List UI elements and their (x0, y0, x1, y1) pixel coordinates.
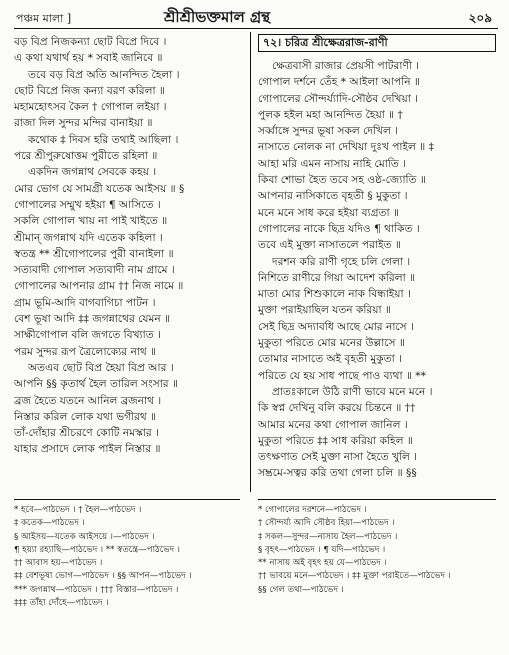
verse-line: সেই ছিদ্র অদ্যাবধি আছে মোর নাসে । (258, 320, 414, 333)
verse-line: মনে মনে সাধ করে হইয়া ব্যগ্রতা ॥ (258, 206, 399, 219)
verse-line: মাতা মোর শিশুকালে নাক বিন্ধাইয়া । (258, 288, 411, 301)
verse-line: ক্ষেত্রবাসী রাজার প্রেয়সী পাটরাণী । (272, 60, 420, 72)
verse-line: পুলক হইল মহা আনন্দিত হৈয়া ॥ † (258, 108, 403, 121)
footnote-line: ¶ হয়্যা রহ্যাছি—পাঠভেদ । ** স্বতন্ত্রে—পাঠভেদ । (14, 544, 180, 555)
footnotes-right (258, 504, 496, 597)
verse-line: যাহার প্রসাদে লোক পাইল নিস্তার ॥ (14, 443, 161, 456)
verse-line: কি স্বপ্ন দেখিনু বলি করয়ে চিন্তনে ॥ †† (258, 402, 416, 415)
footnote-line: * গোপালের দরশনে—পাঠভেদ । (258, 505, 367, 515)
verse-line: তবে এই মুক্তা নাসাতলে পরাইত ॥ (258, 239, 401, 252)
verse-line: রাজা দিল সুন্দর মন্দির বানাইয়া ॥ (14, 117, 153, 130)
verse-line: সাক্ষীগোপাল বলি জগতে বিখ্যাত । (14, 329, 161, 342)
footnote-line: † সৌন্দর্য্য আদি সৌষ্ঠব হিয়া—পাঠভেদ । (258, 518, 395, 529)
footnotes-left (14, 504, 244, 610)
footnote-rule-right (258, 499, 496, 500)
footnote-line: ‡‡‡ তাঁহা দোঁহে—পাঠভেদ । (14, 598, 109, 609)
verse-line: পরিতে যে হয় সাধ পাছে পাও ব্যথা ॥ ** (258, 369, 426, 382)
footnote-line: †† ভাবয়ে মনে—পাঠভেদ । ‡‡ মুক্তা পরাইতে—পাঠভেদ । (258, 571, 451, 582)
verse-line: মুক্তা পরাইয়াছিল যতন করিয়া ॥ (258, 304, 391, 317)
verse-line: মহামহোৎসব কৈল † গোপাল লইয়া । (14, 101, 167, 114)
verse-line: তোমার নাসাতে অই বৃহতী মুকুতা । (258, 353, 402, 366)
verse-line: গোপাল দর্শনে তেঁহ * আইলা আপনি ॥ (258, 76, 420, 89)
verse-line: সকলি গোপাল খায় না পাই খাইতে ॥ (14, 215, 168, 228)
footnote-line: *** জগন্নাথ—পাঠভেদ । ††† বিস্তার—পাঠভেদ । (14, 584, 179, 595)
footnote-line: ** নাসায় অই বৃহৎ হয় যে—পাঠভেদ । (258, 558, 387, 569)
footnote-line: ‡‡ বেশভূষা ভোগ—পাঠভেদ । §§ আপন—পাঠভেদ । (14, 571, 192, 582)
left-verse-column (14, 34, 242, 458)
verse-line: তবে বড় বিপ্র অতি আনন্দিত হৈলা । (28, 68, 180, 81)
verse-line: বড় বিপ্র নিজকন্যা ছোট বিপ্রে দিবে । (14, 36, 167, 48)
verse-line: মোর ভোগ যে সামগ্রী যতেক আইসয় ॥ § (14, 182, 185, 195)
verse-line: শ্রীমান্ জগন্নাথ যদি এতেক কহিলা । (14, 231, 163, 244)
verse-line: মুকুতা পরিতে ‡‡ সাধ করিয়া কহিল ॥ (258, 434, 413, 447)
verse-line: নাসাতে নোলক না দেখিয়া দুঃখ পাইল ॥ ‡ (258, 141, 434, 154)
footnote-line: * হবে—পাঠভেদ । † হৈল—পাঠভেদ । (14, 505, 142, 515)
verse-line: কিবা শোভা হৈত তবে সহ ওষ্ঠ-জ্যোতি ॥ (258, 174, 426, 187)
verse-line: গোপালের সম্মুখ হইয়া ¶ আসিতে । (14, 198, 161, 211)
column-divider (250, 32, 251, 492)
verse-line: গ্রাম ভূমি-আদি বাগবাগিচা পাটন । (14, 296, 156, 309)
verse-line: সত্যবাদী গোপাল সত্যবাদী নাম গ্রামে । (14, 264, 175, 277)
verse-line: কথোক ‡ দিবস হরি তথাই আছিলা । (28, 133, 179, 146)
section-label: পঞ্চম মালা ] (16, 12, 72, 25)
verse-line: সম্ভ্রমে-সত্বর করি তথা গেলা চলি ॥ §§ (258, 467, 417, 480)
verse-line: নিস্তার করিল লোক যথা ভগীরথ ॥ (14, 410, 157, 423)
page-header (14, 4, 498, 26)
verse-line: বেশ ভূষা আদি ‡‡ জগন্নাথের যেমন ॥ (14, 313, 171, 326)
header-rule (14, 28, 498, 29)
verse-line: ছোট বিপ্রে নিজ কন্যা বরণ করিলা ॥ (14, 84, 165, 97)
verse-line: পরম সুন্দর রূপ ত্রৈলোক্যের নাথ ॥ (14, 345, 157, 358)
verse-line: আমার মনের কথা গোপাল জানিল । (258, 418, 408, 431)
verse-line: মুকুতা পরিতে মোর মনের উল্লাসে ॥ (258, 337, 405, 350)
book-title: শ্রীশ্রীভক্তমাল গ্রন্থ (164, 8, 271, 26)
page-number: ২০৯ (468, 11, 492, 25)
document-page (14, 4, 498, 646)
verse-line: ব্রজ হৈতে যতনে আনিল ব্রজনাথ । (14, 394, 162, 407)
footnote-rule-left (14, 499, 240, 500)
footnote-line: §§ গেল তথা—পাঠভেদ । (258, 584, 344, 595)
verse-line: আপনার নাসিকাতে বৃহতী § মুকুতা । (258, 190, 408, 203)
verse-line: এ কথা যথার্থ হয় * সবাই জানিবে ॥ (14, 52, 163, 65)
verse-line: স্বতন্ত্র ** শ্রীগোপালের পুরী বানাইলা ॥ (14, 247, 174, 260)
verse-line: নিশিতে রাণীরে গিয়া আদেশ করিলা ॥ (258, 271, 416, 284)
verse-line: অতএব ছোট বিপ্র হৈয়া বিপ্র আর । (28, 361, 174, 374)
verse-line: গোপালের সৌন্দর্য্যাদি-সৌষ্ঠব দেখিয়া । (258, 92, 418, 105)
verse-line: তাঁ-দোঁহার শ্রীচরণে কোটি নমস্কার । (14, 427, 159, 440)
verse-line: প্রাতঃকালে উঠি রাণী ভাবে মনে মনে । (272, 385, 433, 398)
verse-line: গোপালের নাকে ছিদ্র যদিও ¶ থাকিত । (258, 222, 420, 235)
footnote-line: § বৃহৎ—পাঠভেদ । ¶ যদি—পাঠভেদ । (258, 544, 386, 555)
footnote-line: ‡ কতেক—পাঠভেদ । (14, 518, 85, 529)
verse-line: তৎক্ষণাত সেই মুক্তা নাসা হৈতে খুলি । (258, 451, 418, 464)
verse-line: সর্ব্বাঙ্গে সুন্দর ভূষা সকল দেখিল । (258, 125, 399, 138)
verse-line: আহা মরি এমন নাসায় নাহি মোতি । (258, 157, 406, 170)
verse-line: আপনি §§ কৃতার্থ হৈল তারিল সংসার ॥ (14, 378, 178, 391)
footnote-line: ‡ সকল—সুন্দর—নাসায় হৈল—পাঠভেদ । (258, 531, 398, 542)
footnote-line: †† আবাস হয়—পাঠভেদ । (14, 558, 103, 569)
right-verse-column (258, 34, 496, 482)
footnote-line: § আইসয়—যতেক আইসয়ে ।—পাঠভেদ । (14, 531, 155, 542)
verse-line: একদিন জগন্নাথ সেবকে কহয় । (28, 166, 157, 179)
verse-line: পরে শ্রীপুরুষোত্তম পুরীতে রহিলা ॥ (14, 150, 158, 163)
verse-line: দরশন করি রাণী গৃহে চলি গেলা । (272, 255, 411, 268)
verse-line: গোপালের আপনার গ্রাম †† নিজ নামে ॥ (14, 280, 184, 293)
chapter-title: ৭২। চরিত্র শ্রীক্ষেত্ররাজ-রাণী (258, 34, 496, 52)
